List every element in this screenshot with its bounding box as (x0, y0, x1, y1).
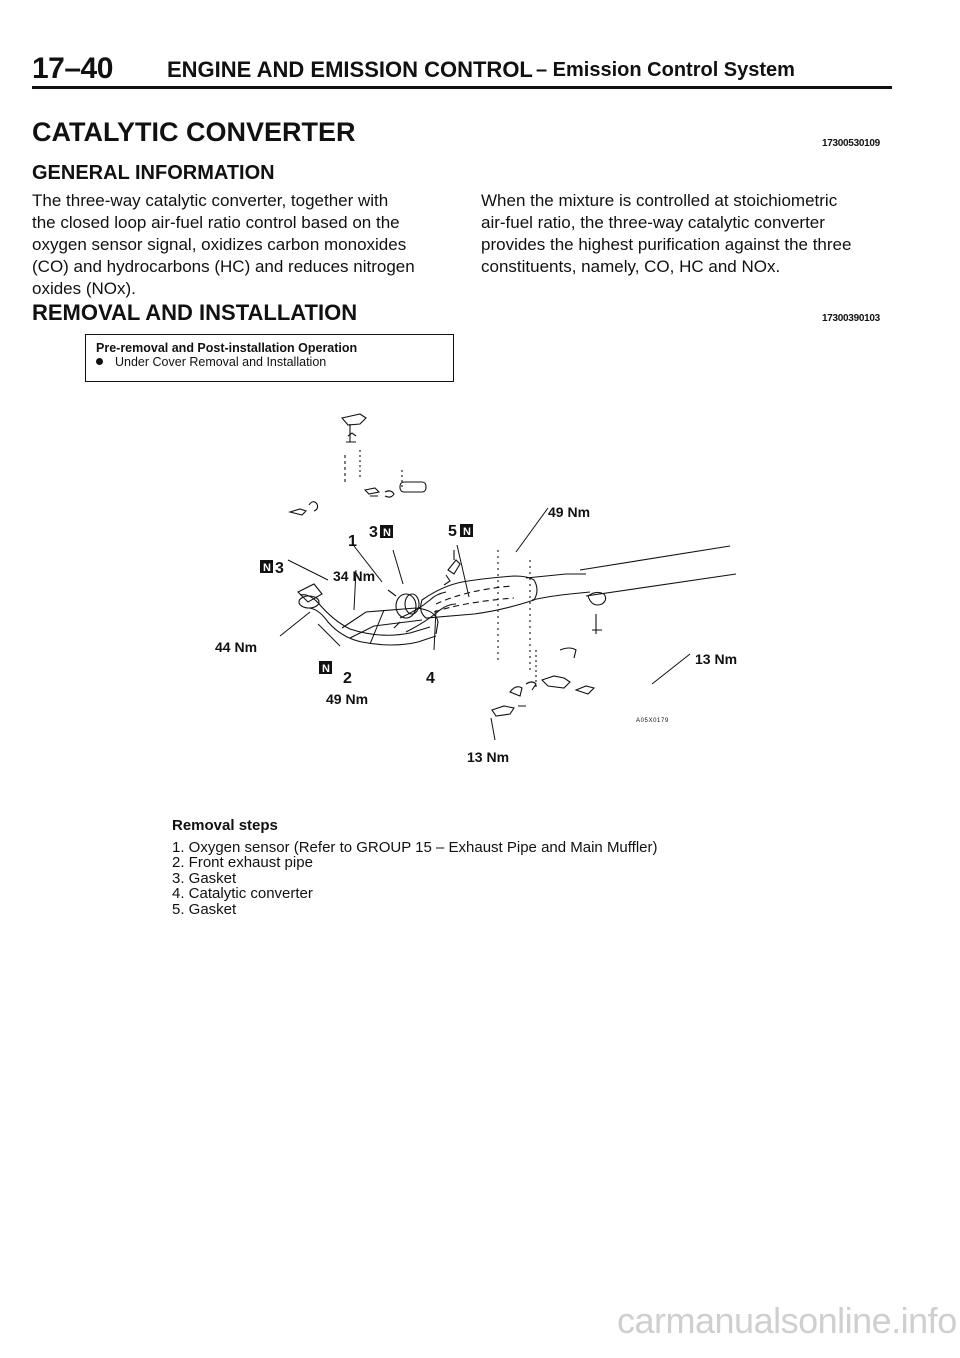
hanger-parts (290, 450, 426, 515)
catalytic-converter-body (421, 574, 590, 618)
section-title-catalytic-converter: CATALYTIC CONVERTER (32, 117, 356, 147)
pre-removal-item-text: Under Cover Removal and Installation (115, 355, 327, 369)
section-code: 17300390103 (822, 313, 880, 324)
text-line: constituents, namely, CO, HC and NOx. (481, 257, 781, 276)
header-title: ENGINE AND EMISSION CONTROL (167, 57, 533, 82)
text-line: oxygen sensor signal, oxidizes carbon monoxides (32, 235, 407, 254)
removal-step: 3. Gasket (172, 869, 237, 887)
exhaust-diagram (180, 400, 780, 790)
text-line: The three-way catalytic converter, together with (32, 191, 389, 210)
part-label-5: 5 (448, 523, 457, 540)
header-rule (32, 86, 892, 89)
general-info-left-column (32, 190, 472, 300)
header-subtitle: – Emission Control System (536, 59, 795, 81)
pre-removal-title: Pre-removal and Post-installation Operation (96, 341, 358, 355)
general-info-right-column (481, 190, 901, 278)
oxygen-sensor (444, 550, 460, 585)
removal-step: 4. Catalytic converter (172, 885, 313, 902)
bracket-assembly-top (342, 414, 366, 485)
n-mark-text: N (383, 527, 391, 539)
torque-label-34: 34 Nm (333, 568, 376, 584)
n-mark-icon (380, 525, 393, 539)
n-mark-icon (460, 524, 473, 538)
bullet-icon (96, 358, 103, 365)
subsection-title-general-information: GENERAL INFORMATION (32, 162, 275, 184)
removal-steps (172, 818, 658, 917)
page-number: 17–40 (32, 52, 113, 85)
n-mark-text: N (322, 663, 330, 675)
n-mark-text: N (263, 562, 271, 574)
part-label-4: 4 (426, 670, 435, 687)
text-line: air-fuel ratio, the three-way catalytic converter (481, 213, 825, 232)
section-title-removal-installation: REMOVAL AND INSTALLATION (32, 300, 358, 325)
removal-step: 2. Front exhaust pipe (172, 854, 313, 871)
torque-label-49-top: 49 Nm (548, 504, 591, 520)
part-label-3-left: 3 (275, 560, 284, 577)
text-line: the closed loop air-fuel ratio control based on the (32, 213, 400, 232)
part-label-3-mid: 3 (369, 524, 378, 541)
text-line: When the mixture is controlled at stoichiometric (481, 191, 838, 210)
part-label-1: 1 (348, 533, 357, 550)
torque-label-13-right: 13 Nm (695, 651, 738, 667)
text-line: provides the highest purification against the three (481, 235, 852, 254)
part-label-2: 2 (343, 670, 352, 687)
removal-steps-title: Removal steps (172, 817, 278, 834)
n-mark-icon (260, 560, 273, 574)
new-part-marks (260, 524, 473, 675)
pre-removal-box (85, 334, 454, 382)
section-code: 17300530109 (822, 138, 880, 149)
removal-step: 5. Gasket (172, 900, 237, 918)
torque-label-49-bottom: 49 Nm (326, 691, 369, 707)
n-mark-text: N (463, 526, 471, 538)
pre-removal-item (96, 355, 443, 369)
n-mark-icon (319, 661, 332, 675)
bottom-bolt (492, 706, 526, 716)
figure-reference-code: A05X0179 (636, 718, 669, 724)
text-line: oxides (NOx). (32, 279, 136, 298)
watermark: carmanualsonline.info (617, 1300, 957, 1341)
text-line: (CO) and hydrocarbons (HC) and reduces nitrogen (32, 257, 415, 276)
torque-label-13-bottom: 13 Nm (467, 749, 510, 765)
removal-step: 1. Oxygen sensor (Refer to GROUP 15 – Exhaust Pipe and Main Muffler) (172, 838, 658, 856)
bracket-assembly-right (510, 592, 606, 696)
torque-label-44: 44 Nm (215, 639, 258, 655)
